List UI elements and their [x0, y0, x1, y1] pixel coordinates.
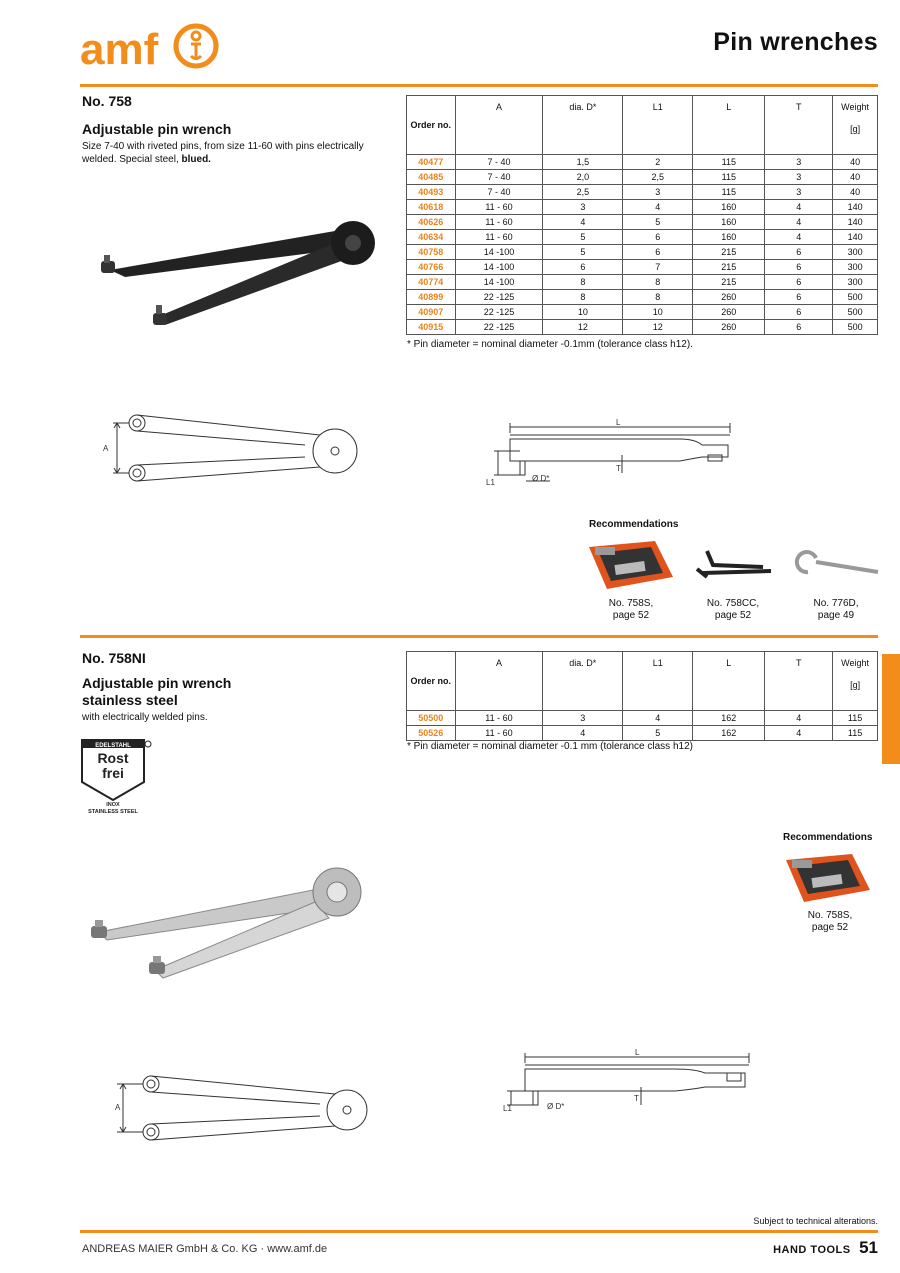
- table-cell: 260: [693, 290, 765, 305]
- col-d: dia. D*: [543, 96, 623, 155]
- order-number[interactable]: 40618: [407, 200, 456, 215]
- table-cell: 4: [543, 726, 623, 741]
- table-cell: 2,5: [623, 170, 693, 185]
- table-cell: 215: [693, 245, 765, 260]
- table-row: [407, 320, 878, 335]
- col-d: dia. D*: [543, 652, 623, 711]
- pin-wrench-photo: [95, 215, 385, 335]
- side-tab-marker: [882, 654, 900, 764]
- table-cell: 6: [543, 260, 623, 275]
- table-cell: 6: [765, 290, 833, 305]
- table-cell: 6: [765, 320, 833, 335]
- order-number[interactable]: 40774: [407, 275, 456, 290]
- table-cell: 2: [623, 155, 693, 170]
- table-cell: 140: [833, 215, 878, 230]
- table-cell: 7 - 40: [455, 155, 543, 170]
- table-cell: 6: [765, 305, 833, 320]
- table-cell: 3: [765, 170, 833, 185]
- table-row: [407, 260, 878, 275]
- svg-text:STAINLESS STEEL: STAINLESS STEEL: [88, 809, 138, 815]
- table-row: [407, 290, 878, 305]
- table-row: [407, 711, 878, 726]
- spec-table-758: [406, 95, 878, 335]
- table-cell: 40: [833, 185, 878, 200]
- table-cell: 12: [623, 320, 693, 335]
- table-cell: 115: [693, 185, 765, 200]
- table-row: [407, 726, 878, 741]
- svg-text:Ø D*: Ø D*: [547, 1102, 565, 1111]
- col-l1: L1: [623, 652, 693, 711]
- rec-758cc-caption[interactable]: No. 758CC, page 52: [706, 598, 760, 621]
- rec-776d-caption[interactable]: No. 776D, page 49: [813, 598, 859, 621]
- section1-number: No. 758: [82, 93, 132, 109]
- table-cell: 4: [623, 200, 693, 215]
- order-number[interactable]: 40915: [407, 320, 456, 335]
- svg-text:Rost: Rost: [97, 750, 129, 766]
- table-cell: 8: [623, 290, 693, 305]
- table-cell: 7 - 40: [455, 185, 543, 200]
- rec-758s-image-2[interactable]: [782, 850, 874, 906]
- order-number[interactable]: 50500: [407, 711, 456, 726]
- order-number[interactable]: 40758: [407, 245, 456, 260]
- table-row: [407, 245, 878, 260]
- col-a: A: [455, 96, 543, 155]
- table-row: [407, 305, 878, 320]
- table-row: [407, 215, 878, 230]
- recommendations-title: Recommendations: [589, 519, 679, 530]
- col-l1: L1: [623, 96, 693, 155]
- page-number: 51: [859, 1238, 878, 1257]
- table-cell: 5: [543, 245, 623, 260]
- section-divider: [80, 635, 878, 638]
- order-number[interactable]: 40766: [407, 260, 456, 275]
- order-number[interactable]: 40626: [407, 215, 456, 230]
- table-cell: 160: [693, 200, 765, 215]
- table-cell: 1,5: [543, 155, 623, 170]
- table-cell: 14 -100: [455, 275, 543, 290]
- table-row: [407, 155, 878, 170]
- table-cell: 7 - 40: [455, 170, 543, 185]
- table-cell: 215: [693, 275, 765, 290]
- rec-758s-image[interactable]: [585, 537, 677, 593]
- table-cell: 162: [693, 711, 765, 726]
- table-cell: 6: [765, 275, 833, 290]
- table-cell: 11 - 60: [455, 711, 543, 726]
- table-cell: 300: [833, 275, 878, 290]
- order-number[interactable]: 50526: [407, 726, 456, 741]
- table-row: [407, 230, 878, 245]
- table-cell: 260: [693, 305, 765, 320]
- order-number[interactable]: 40634: [407, 230, 456, 245]
- table-cell: 6: [623, 230, 693, 245]
- table-cell: 3: [543, 200, 623, 215]
- table-cell: 115: [693, 170, 765, 185]
- col-l: L: [693, 96, 765, 155]
- table-cell: 40: [833, 155, 878, 170]
- svg-text:INOX: INOX: [106, 802, 120, 808]
- order-number[interactable]: 40907: [407, 305, 456, 320]
- table-cell: 162: [693, 726, 765, 741]
- table-cell: 4: [765, 230, 833, 245]
- stainless-top-drawing: [95, 1070, 375, 1165]
- table-cell: 22 -125: [455, 305, 543, 320]
- table-cell: 3: [765, 155, 833, 170]
- stainless-side-drawing: [495, 1045, 765, 1125]
- table-row: [407, 200, 878, 215]
- table-cell: 215: [693, 260, 765, 275]
- table-cell: 4: [765, 711, 833, 726]
- table-cell: 3: [543, 711, 623, 726]
- table-cell: 4: [765, 215, 833, 230]
- footer-page: [773, 1238, 878, 1258]
- col-order: Order no.: [407, 652, 456, 711]
- table-cell: 500: [833, 320, 878, 335]
- section1-title: Adjustable pin wrench: [82, 121, 232, 137]
- wrench-side-drawing: [480, 415, 750, 495]
- table-cell: 22 -125: [455, 320, 543, 335]
- spec-table-758ni: [406, 651, 878, 741]
- table-cell: 8: [543, 290, 623, 305]
- col-a: A: [455, 652, 543, 711]
- col-t: T: [765, 96, 833, 155]
- svg-text:A: A: [103, 444, 109, 453]
- table-cell: 14 -100: [455, 245, 543, 260]
- table-cell: 5: [543, 230, 623, 245]
- col-l: L: [693, 652, 765, 711]
- svg-text:L: L: [635, 1048, 640, 1057]
- section2-title: Adjustable pin wrench stainless steel: [82, 675, 232, 708]
- table-cell: 40: [833, 170, 878, 185]
- table-cell: 6: [765, 245, 833, 260]
- table-cell: 140: [833, 200, 878, 215]
- table-cell: 115: [833, 711, 878, 726]
- table-cell: 2,5: [543, 185, 623, 200]
- table-cell: 7: [623, 260, 693, 275]
- table-cell: 115: [693, 155, 765, 170]
- order-number[interactable]: 40493: [407, 185, 456, 200]
- table-cell: 4: [765, 200, 833, 215]
- table-cell: 6: [765, 260, 833, 275]
- table-cell: 260: [693, 320, 765, 335]
- table-cell: 12: [543, 320, 623, 335]
- svg-text:T: T: [616, 464, 621, 473]
- footer-divider: [80, 1230, 878, 1233]
- section1-footnote: * Pin diameter = nominal diameter -0.1mm (tolerance class h12).: [407, 339, 693, 350]
- table-cell: 5: [623, 215, 693, 230]
- table-cell: 160: [693, 230, 765, 245]
- order-number[interactable]: 40477: [407, 155, 456, 170]
- table-cell: 8: [623, 275, 693, 290]
- table-cell: 11 - 60: [455, 215, 543, 230]
- table-cell: 22 -125: [455, 290, 543, 305]
- table-cell: 300: [833, 260, 878, 275]
- section2-number: No. 758NI: [82, 650, 146, 666]
- svg-text:L1: L1: [486, 478, 495, 487]
- recommendations-title-2: Recommendations: [783, 832, 873, 843]
- rec-758s-caption[interactable]: No. 758S, page 52: [608, 598, 654, 621]
- table-cell: 3: [765, 185, 833, 200]
- table-cell: 11 - 60: [455, 200, 543, 215]
- stainless-wrench-photo: [85, 862, 365, 982]
- table-cell: 5: [623, 726, 693, 741]
- footer-company: ANDREAS MAIER GmbH & Co. KG · www.amf.de: [82, 1243, 328, 1255]
- section2-footnote: * Pin diameter = nominal diameter -0.1 mm (tolerance class h12): [407, 741, 693, 752]
- section2-description: with electrically welded pins.: [82, 712, 208, 723]
- footer-note: Subject to technical alterations.: [753, 1216, 878, 1226]
- table-cell: 14 -100: [455, 260, 543, 275]
- table-row: [407, 170, 878, 185]
- rec-776d-image[interactable]: [792, 548, 882, 580]
- rec-758cc-image[interactable]: [693, 545, 778, 585]
- table-cell: 160: [693, 215, 765, 230]
- col-weight: Weight [g]: [833, 96, 878, 155]
- order-number[interactable]: 40899: [407, 290, 456, 305]
- table-cell: 2,0: [543, 170, 623, 185]
- order-number[interactable]: 40485: [407, 170, 456, 185]
- svg-text:Ø D*: Ø D*: [532, 474, 550, 483]
- table-cell: 4: [543, 215, 623, 230]
- svg-text:L: L: [616, 418, 621, 427]
- svg-text:L1: L1: [503, 1104, 512, 1113]
- table-row: [407, 185, 878, 200]
- section1-description: Size 7-40 with riveted pins, from size 11-60 with pins electrically welded. Special steel, blued.: [82, 141, 364, 165]
- rostfrei-badge: [80, 738, 152, 816]
- table-cell: 10: [623, 305, 693, 320]
- header-divider: [80, 84, 878, 87]
- table-cell: 300: [833, 245, 878, 260]
- svg-text:amf: amf: [80, 25, 159, 72]
- table-cell: 3: [623, 185, 693, 200]
- page-title: Pin wrenches: [713, 28, 878, 56]
- table-cell: 4: [765, 726, 833, 741]
- table-cell: 10: [543, 305, 623, 320]
- amf-logo: [80, 22, 220, 72]
- rec-758s-caption-2[interactable]: No. 758S, page 52: [807, 910, 853, 933]
- table-cell: 11 - 60: [455, 726, 543, 741]
- table-cell: 140: [833, 230, 878, 245]
- svg-text:EDELSTAHL: EDELSTAHL: [95, 743, 131, 749]
- footer-category: HAND TOOLS: [773, 1244, 851, 1256]
- table-row: [407, 275, 878, 290]
- table-cell: 11 - 60: [455, 230, 543, 245]
- table-cell: 4: [623, 711, 693, 726]
- table-cell: 6: [623, 245, 693, 260]
- table-cell: 500: [833, 305, 878, 320]
- wrench-top-drawing: [95, 405, 375, 500]
- table-cell: 500: [833, 290, 878, 305]
- svg-text:frei: frei: [102, 765, 124, 781]
- table-cell: 8: [543, 275, 623, 290]
- col-weight: Weight [g]: [833, 652, 878, 711]
- svg-text:A: A: [115, 1103, 121, 1112]
- col-t: T: [765, 652, 833, 711]
- table-cell: 115: [833, 726, 878, 741]
- svg-text:T: T: [634, 1094, 639, 1103]
- col-order: Order no.: [407, 96, 456, 155]
